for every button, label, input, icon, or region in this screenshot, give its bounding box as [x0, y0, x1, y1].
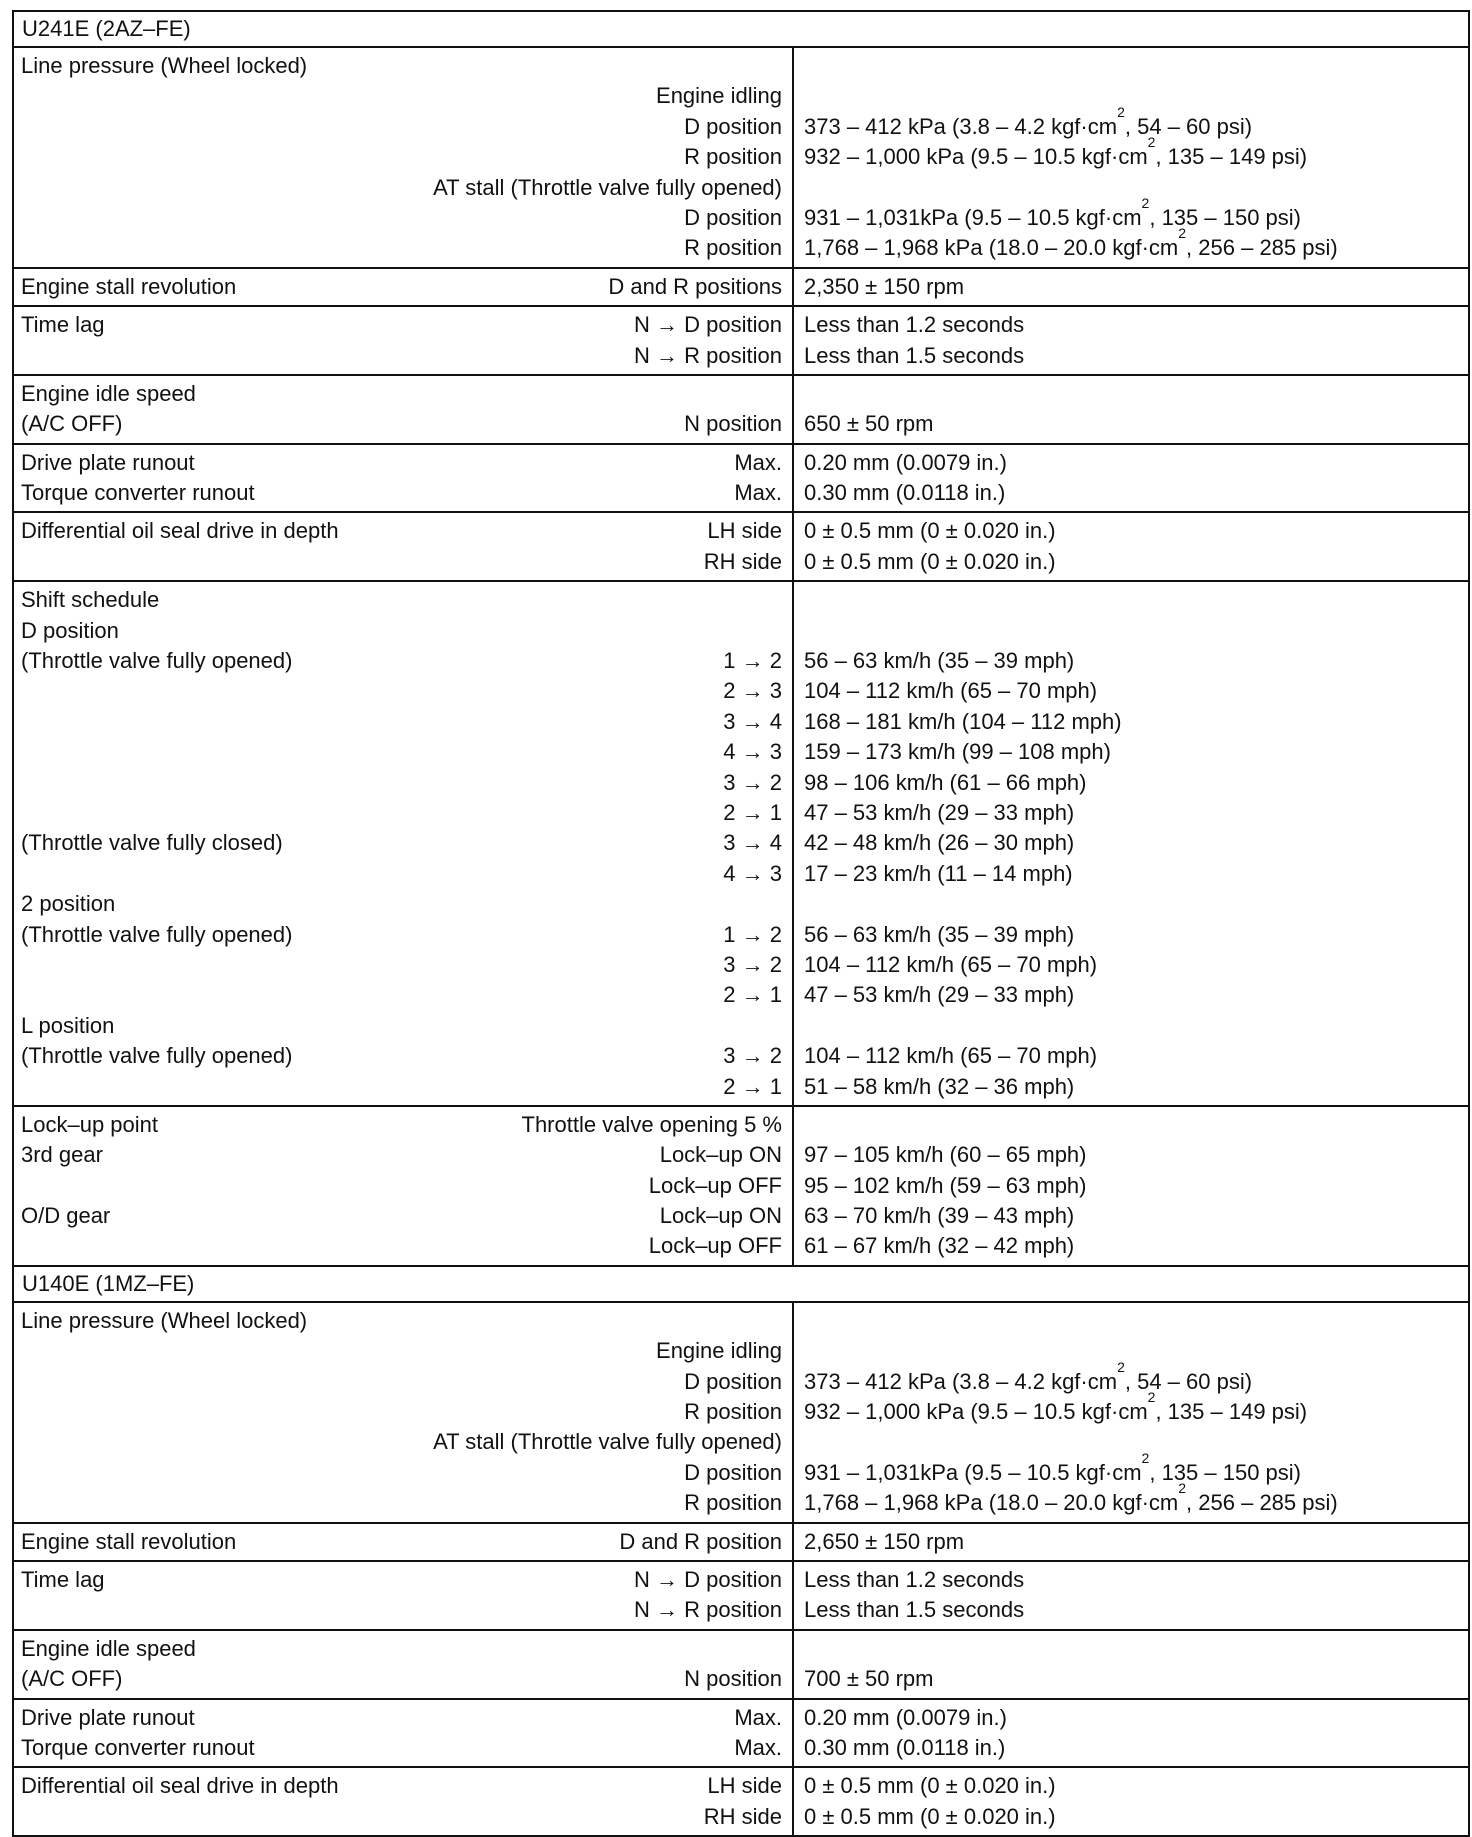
spec-value: 0 ± 0.5 mm (0 ± 0.020 in.): [804, 1773, 1056, 1799]
spec-value: 1,768 – 1,968 kPa (18.0 – 20.0 kgf·cm 2 , 256 – 285 psi): [804, 1480, 1338, 1516]
spec-row: [14, 1703, 792, 1733]
spec-value: 104 – 112 km/h (65 – 70 mph): [804, 678, 1098, 704]
spec-item-label: Engine idle speed: [21, 1635, 196, 1661]
spec-label-column: [14, 1631, 794, 1698]
spec-value: [794, 1427, 1468, 1457]
spec-row: [14, 112, 792, 142]
spec-condition: N → R position: [634, 342, 782, 368]
spec-item-label: [21, 768, 723, 798]
spec-value: [794, 1634, 1468, 1664]
spec-row: [14, 859, 792, 889]
spec-condition: 3 → 4: [723, 708, 782, 734]
spec-condition: LH side: [707, 518, 782, 544]
spec-item-label: [21, 1595, 634, 1625]
spec-value: [794, 585, 1468, 615]
spec-item-label: Engine stall revolution: [21, 273, 237, 299]
spec-value-column: [794, 1562, 1468, 1629]
spec-condition: 1 → 2: [723, 921, 782, 947]
spec-section: [14, 48, 1468, 269]
spec-item-label: [21, 1231, 649, 1261]
spec-row: [14, 341, 792, 371]
spec-value-column: [794, 269, 1468, 305]
spec-item-label: 3rd gear: [21, 1142, 103, 1168]
spec-value: 0 ± 0.5 mm (0 ± 0.020 in.): [804, 518, 1056, 544]
spec-condition: N → D position: [634, 312, 782, 338]
spec-item-label: [21, 950, 723, 980]
table-title: U140E (1MZ–FE): [14, 1267, 1468, 1303]
spec-item-label: Differential oil seal drive in depth: [21, 1773, 339, 1799]
spec-value: [794, 379, 1468, 409]
spec-item-label: (Throttle valve fully closed): [21, 830, 283, 856]
spec-row: [14, 173, 792, 203]
spec-value: 51 – 58 km/h (32 – 36 mph): [804, 1073, 1075, 1099]
spec-item-label: 2 position: [21, 891, 116, 917]
spec-value: [794, 1110, 1468, 1140]
spec-row: [14, 1634, 792, 1664]
spec-value: [794, 173, 1468, 203]
spec-condition: Lock–up OFF: [648, 1233, 782, 1259]
spec-label-column: [14, 376, 794, 443]
spec-condition: R position: [684, 235, 782, 261]
spec-item-label: [21, 1336, 656, 1366]
spec-item-label: [21, 547, 704, 577]
spec-item-label: [21, 81, 656, 111]
spec-value: 932 – 1,000 kPa (9.5 – 10.5 kgf·cm 2 , 135 – 149 psi): [804, 1389, 1308, 1425]
spec-condition: R position: [684, 1490, 782, 1516]
spec-item-label: [21, 707, 723, 737]
spec-value: 0.30 mm (0.0118 in.): [804, 480, 1006, 506]
spec-section: [14, 513, 1468, 582]
spec-condition: N → D position: [634, 1566, 782, 1592]
spec-label-column: [14, 307, 794, 374]
spec-section: [14, 307, 1468, 376]
spec-value: [794, 1306, 1468, 1336]
spec-condition: 2 → 1: [723, 799, 782, 825]
spec-item-label: (Throttle valve fully opened): [21, 921, 293, 947]
spec-value: 0 ± 0.5 mm (0 ± 0.020 in.): [804, 1803, 1056, 1829]
spec-condition: 3 → 2: [723, 951, 782, 977]
spec-row: [14, 310, 792, 340]
spec-condition: Lock–up ON: [659, 1203, 782, 1229]
spec-value: 700 ± 50 rpm: [804, 1666, 934, 1692]
spec-item-label: [21, 142, 684, 172]
spec-value: 97 – 105 km/h (60 – 65 mph): [804, 1142, 1087, 1168]
spec-section: [14, 582, 1468, 1107]
spec-row: [14, 889, 792, 919]
spec-condition: D and R positions: [608, 273, 782, 299]
spec-row: [14, 616, 792, 646]
spec-item-label: [21, 980, 723, 1010]
spec-value: 47 – 53 km/h (29 – 33 mph): [804, 982, 1075, 1008]
spec-item-label: Engine idle speed: [21, 380, 196, 406]
spec-value: 0.30 mm (0.0118 in.): [804, 1734, 1006, 1760]
spec-row: [14, 646, 792, 676]
spec-value-column: [794, 1524, 1468, 1560]
spec-item-label: Drive plate runout: [21, 449, 195, 475]
spec-value: 932 – 1,000 kPa (9.5 – 10.5 kgf·cm 2 , 135 – 149 psi): [804, 134, 1308, 170]
spec-row: [14, 1527, 792, 1557]
spec-row: [14, 1306, 792, 1336]
spec-item-label: [21, 1427, 433, 1457]
spec-item-label: Drive plate runout: [21, 1704, 195, 1730]
spec-condition: Max.: [734, 1734, 782, 1760]
spec-condition: RH side: [703, 548, 782, 574]
spec-value: 0.20 mm (0.0079 in.): [804, 449, 1007, 475]
spec-item-label: Line pressure (Wheel locked): [21, 53, 308, 78]
spec-label-column: [14, 48, 794, 267]
spec-value: Less than 1.2 seconds: [804, 312, 1025, 338]
spec-row: [14, 1041, 792, 1071]
spec-condition: AT stall (Throttle valve fully opened): [433, 1429, 782, 1455]
spec-condition: 2 → 1: [723, 1073, 782, 1099]
spec-value-column: [794, 1700, 1468, 1767]
spec-item-label: D position: [21, 617, 119, 643]
spec-value: 63 – 70 km/h (39 – 43 mph): [804, 1203, 1075, 1229]
spec-value-column: [794, 376, 1468, 443]
spec-condition: 4 → 3: [723, 739, 782, 765]
spec-row: [14, 1011, 792, 1041]
spec-row: [14, 828, 792, 858]
spec-value: Less than 1.5 seconds: [804, 342, 1025, 368]
spec-value-column: [794, 1768, 1468, 1835]
spec-row: [14, 142, 792, 172]
spec-row: [14, 950, 792, 980]
spec-item-label: [21, 798, 723, 828]
spec-row: [14, 676, 792, 706]
spec-row: [14, 1427, 792, 1457]
spec-item-label: [21, 203, 684, 233]
spec-row: [14, 585, 792, 615]
spec-row: [14, 1397, 792, 1427]
spec-item-label: Time lag: [21, 312, 105, 338]
spec-row: [14, 1565, 792, 1595]
spec-value-column: [794, 1303, 1468, 1522]
spec-value: 0 ± 0.5 mm (0 ± 0.020 in.): [804, 548, 1056, 574]
spec-row: [14, 1110, 792, 1140]
spec-item-label: Lock–up point: [21, 1111, 158, 1137]
spec-value: 2,650 ± 150 rpm: [804, 1528, 965, 1554]
spec-label-column: [14, 445, 794, 512]
spec-item-label: Torque converter runout: [21, 1734, 255, 1760]
spec-condition: N → R position: [634, 1597, 782, 1623]
spec-value: [794, 51, 1468, 81]
spec-row: [14, 1458, 792, 1488]
spec-item-label: [21, 737, 723, 767]
spec-row: [14, 1488, 792, 1518]
spec-row: [14, 1072, 792, 1102]
spec-value-column: [794, 48, 1468, 267]
spec-row: [14, 707, 792, 737]
spec-row: [14, 1336, 792, 1366]
spec-item-label: Shift schedule: [21, 587, 160, 613]
spec-row: [14, 1231, 792, 1261]
spec-section: [14, 376, 1468, 445]
spec-value: 56 – 63 km/h (35 – 39 mph): [804, 648, 1075, 674]
spec-item-label: [21, 173, 433, 203]
spec-value: [794, 889, 1468, 919]
spec-row: [14, 1664, 792, 1694]
spec-row: [14, 203, 792, 233]
spec-condition: D position: [684, 1368, 782, 1394]
spec-condition: Lock–up OFF: [648, 1172, 782, 1198]
spec-condition: R position: [684, 1399, 782, 1425]
spec-value: 2,350 ± 150 rpm: [804, 273, 965, 299]
spec-row: [14, 1171, 792, 1201]
spec-section: [14, 1768, 1468, 1835]
spec-value-column: [794, 1631, 1468, 1698]
spec-value: [794, 616, 1468, 646]
spec-label-column: [14, 1700, 794, 1767]
spec-row: [14, 1771, 792, 1801]
spec-condition: 3 → 2: [723, 1043, 782, 1069]
spec-condition: 4 → 3: [723, 860, 782, 886]
spec-value: 373 – 412 kPa (3.8 – 4.2 kgf·cm 2 , 54 – 60 psi): [804, 103, 1253, 139]
spec-value: 1,768 – 1,968 kPa (18.0 – 20.0 kgf·cm 2 , 256 – 285 psi): [804, 225, 1338, 261]
spec-row: [14, 920, 792, 950]
spec-label-column: [14, 1768, 794, 1835]
spec-value: 373 – 412 kPa (3.8 – 4.2 kgf·cm 2 , 54 – 60 psi): [804, 1358, 1253, 1394]
spec-condition: D position: [684, 204, 782, 230]
spec-condition: Engine idling: [656, 1338, 782, 1364]
spec-section: [14, 1107, 1468, 1267]
spec-condition: Max.: [734, 480, 782, 506]
spec-section: [14, 1631, 1468, 1700]
spec-value: Less than 1.5 seconds: [804, 1597, 1025, 1623]
spec-item-label: (A/C OFF): [21, 411, 123, 437]
spec-item-label: [21, 1171, 649, 1201]
spec-item-label: (Throttle valve fully opened): [21, 648, 293, 674]
spec-value-column: [794, 1107, 1468, 1265]
spec-item-label: O/D gear: [21, 1203, 111, 1229]
spec-value: 104 – 112 km/h (65 – 70 mph): [804, 1043, 1098, 1069]
spec-condition: Lock–up ON: [659, 1142, 782, 1168]
spec-item-label: Line pressure (Wheel locked): [21, 1307, 308, 1333]
spec-label-column: [14, 1303, 794, 1522]
spec-condition: LH side: [707, 1773, 782, 1799]
spec-row: [14, 51, 792, 81]
spec-item-label: [21, 341, 634, 371]
spec-section: [14, 1562, 1468, 1631]
spec-condition: AT stall (Throttle valve fully opened): [433, 174, 782, 200]
spec-value: [794, 1011, 1468, 1041]
spec-row: [14, 478, 792, 508]
spec-row: [14, 1802, 792, 1832]
spec-value: 47 – 53 km/h (29 – 33 mph): [804, 799, 1075, 825]
spec-row: [14, 1733, 792, 1763]
spec-condition: 2 → 1: [723, 982, 782, 1008]
spec-condition: 3 → 4: [723, 830, 782, 856]
spec-condition: Engine idling: [656, 83, 782, 109]
spec-sheet: [12, 10, 1470, 1837]
spec-value: 17 – 23 km/h (11 – 14 mph): [804, 860, 1073, 886]
spec-value: 931 – 1,031kPa (9.5 – 10.5 kgf·cm 2 , 135 – 150 psi): [804, 194, 1302, 230]
spec-item-label: [21, 1072, 723, 1102]
spec-row: [14, 737, 792, 767]
spec-condition: R position: [684, 144, 782, 170]
spec-value: 0.20 mm (0.0079 in.): [804, 1704, 1007, 1730]
spec-label-column: [14, 1562, 794, 1629]
spec-label-column: [14, 1107, 794, 1265]
spec-condition: N position: [684, 411, 782, 437]
spec-row: [14, 547, 792, 577]
spec-row: [14, 272, 792, 302]
spec-value: Less than 1.2 seconds: [804, 1566, 1025, 1592]
spec-condition: 2 → 3: [723, 678, 782, 704]
spec-value: 931 – 1,031kPa (9.5 – 10.5 kgf·cm 2 , 135 – 150 psi): [804, 1449, 1302, 1485]
spec-item-label: Time lag: [21, 1566, 105, 1592]
spec-condition: D position: [684, 1459, 782, 1485]
spec-row: [14, 448, 792, 478]
spec-value: 159 – 173 km/h (99 – 108 mph): [804, 739, 1111, 765]
spec-value: [794, 1336, 1468, 1366]
spec-value: 61 – 67 km/h (32 – 42 mph): [804, 1233, 1075, 1259]
spec-row: [14, 516, 792, 546]
spec-value: 95 – 102 km/h (59 – 63 mph): [804, 1172, 1087, 1198]
spec-row: [14, 798, 792, 828]
spec-label-column: [14, 513, 794, 580]
spec-row: [14, 409, 792, 439]
spec-condition: 1 → 2: [723, 648, 782, 674]
spec-condition: N position: [684, 1666, 782, 1692]
spec-row: [14, 1140, 792, 1170]
spec-row: [14, 81, 792, 111]
spec-value-column: [794, 582, 1468, 1105]
spec-item-label: (A/C OFF): [21, 1666, 123, 1692]
spec-row: [14, 1367, 792, 1397]
spec-row: [14, 1595, 792, 1625]
spec-condition: D position: [684, 113, 782, 139]
spec-value-column: [794, 513, 1468, 580]
spec-item-label: [21, 859, 723, 889]
spec-condition: Max.: [734, 449, 782, 475]
spec-section: [14, 269, 1468, 307]
spec-section: [14, 1303, 1468, 1524]
spec-condition: D and R position: [619, 1528, 782, 1554]
spec-row: [14, 233, 792, 263]
spec-item-label: [21, 676, 723, 706]
spec-value: 56 – 63 km/h (35 – 39 mph): [804, 921, 1075, 947]
spec-item-label: (Throttle valve fully opened): [21, 1043, 293, 1069]
spec-section: [14, 1700, 1468, 1769]
spec-item-label: [21, 233, 684, 263]
spec-row: [14, 980, 792, 1010]
spec-item-label: L position: [21, 1012, 115, 1038]
spec-item-label: [21, 1488, 684, 1518]
spec-section: [14, 1524, 1468, 1562]
spec-label-column: [14, 582, 794, 1105]
spec-value: 98 – 106 km/h (61 – 66 mph): [804, 769, 1087, 795]
spec-item-label: [21, 112, 684, 142]
spec-item-label: [21, 1802, 704, 1832]
spec-value: [794, 81, 1468, 111]
spec-value: 168 – 181 km/h (104 – 112 mph): [804, 708, 1122, 734]
spec-value-column: [794, 307, 1468, 374]
spec-row: [14, 379, 792, 409]
spec-item-label: [21, 1458, 684, 1488]
spec-item-label: Engine stall revolution: [21, 1528, 237, 1554]
spec-item-label: [21, 1367, 684, 1397]
spec-label-column: [14, 1524, 794, 1560]
spec-label-column: [14, 269, 794, 305]
spec-value-column: [794, 445, 1468, 512]
table-title: U241E (2AZ–FE): [14, 12, 1468, 48]
spec-section: [14, 445, 1468, 514]
spec-condition: Throttle valve opening 5 %: [521, 1111, 782, 1137]
spec-value: 650 ± 50 rpm: [804, 411, 934, 437]
spec-condition: RH side: [703, 1803, 782, 1829]
spec-item-label: Differential oil seal drive in depth: [21, 518, 339, 544]
spec-value: 42 – 48 km/h (26 – 30 mph): [804, 830, 1075, 856]
spec-item-label: [21, 1397, 684, 1427]
spec-row: [14, 768, 792, 798]
spec-value: 104 – 112 km/h (65 – 70 mph): [804, 951, 1098, 977]
spec-condition: 3 → 2: [723, 769, 782, 795]
spec-item-label: Torque converter runout: [21, 480, 255, 506]
spec-row: [14, 1201, 792, 1231]
spec-condition: Max.: [734, 1704, 782, 1730]
